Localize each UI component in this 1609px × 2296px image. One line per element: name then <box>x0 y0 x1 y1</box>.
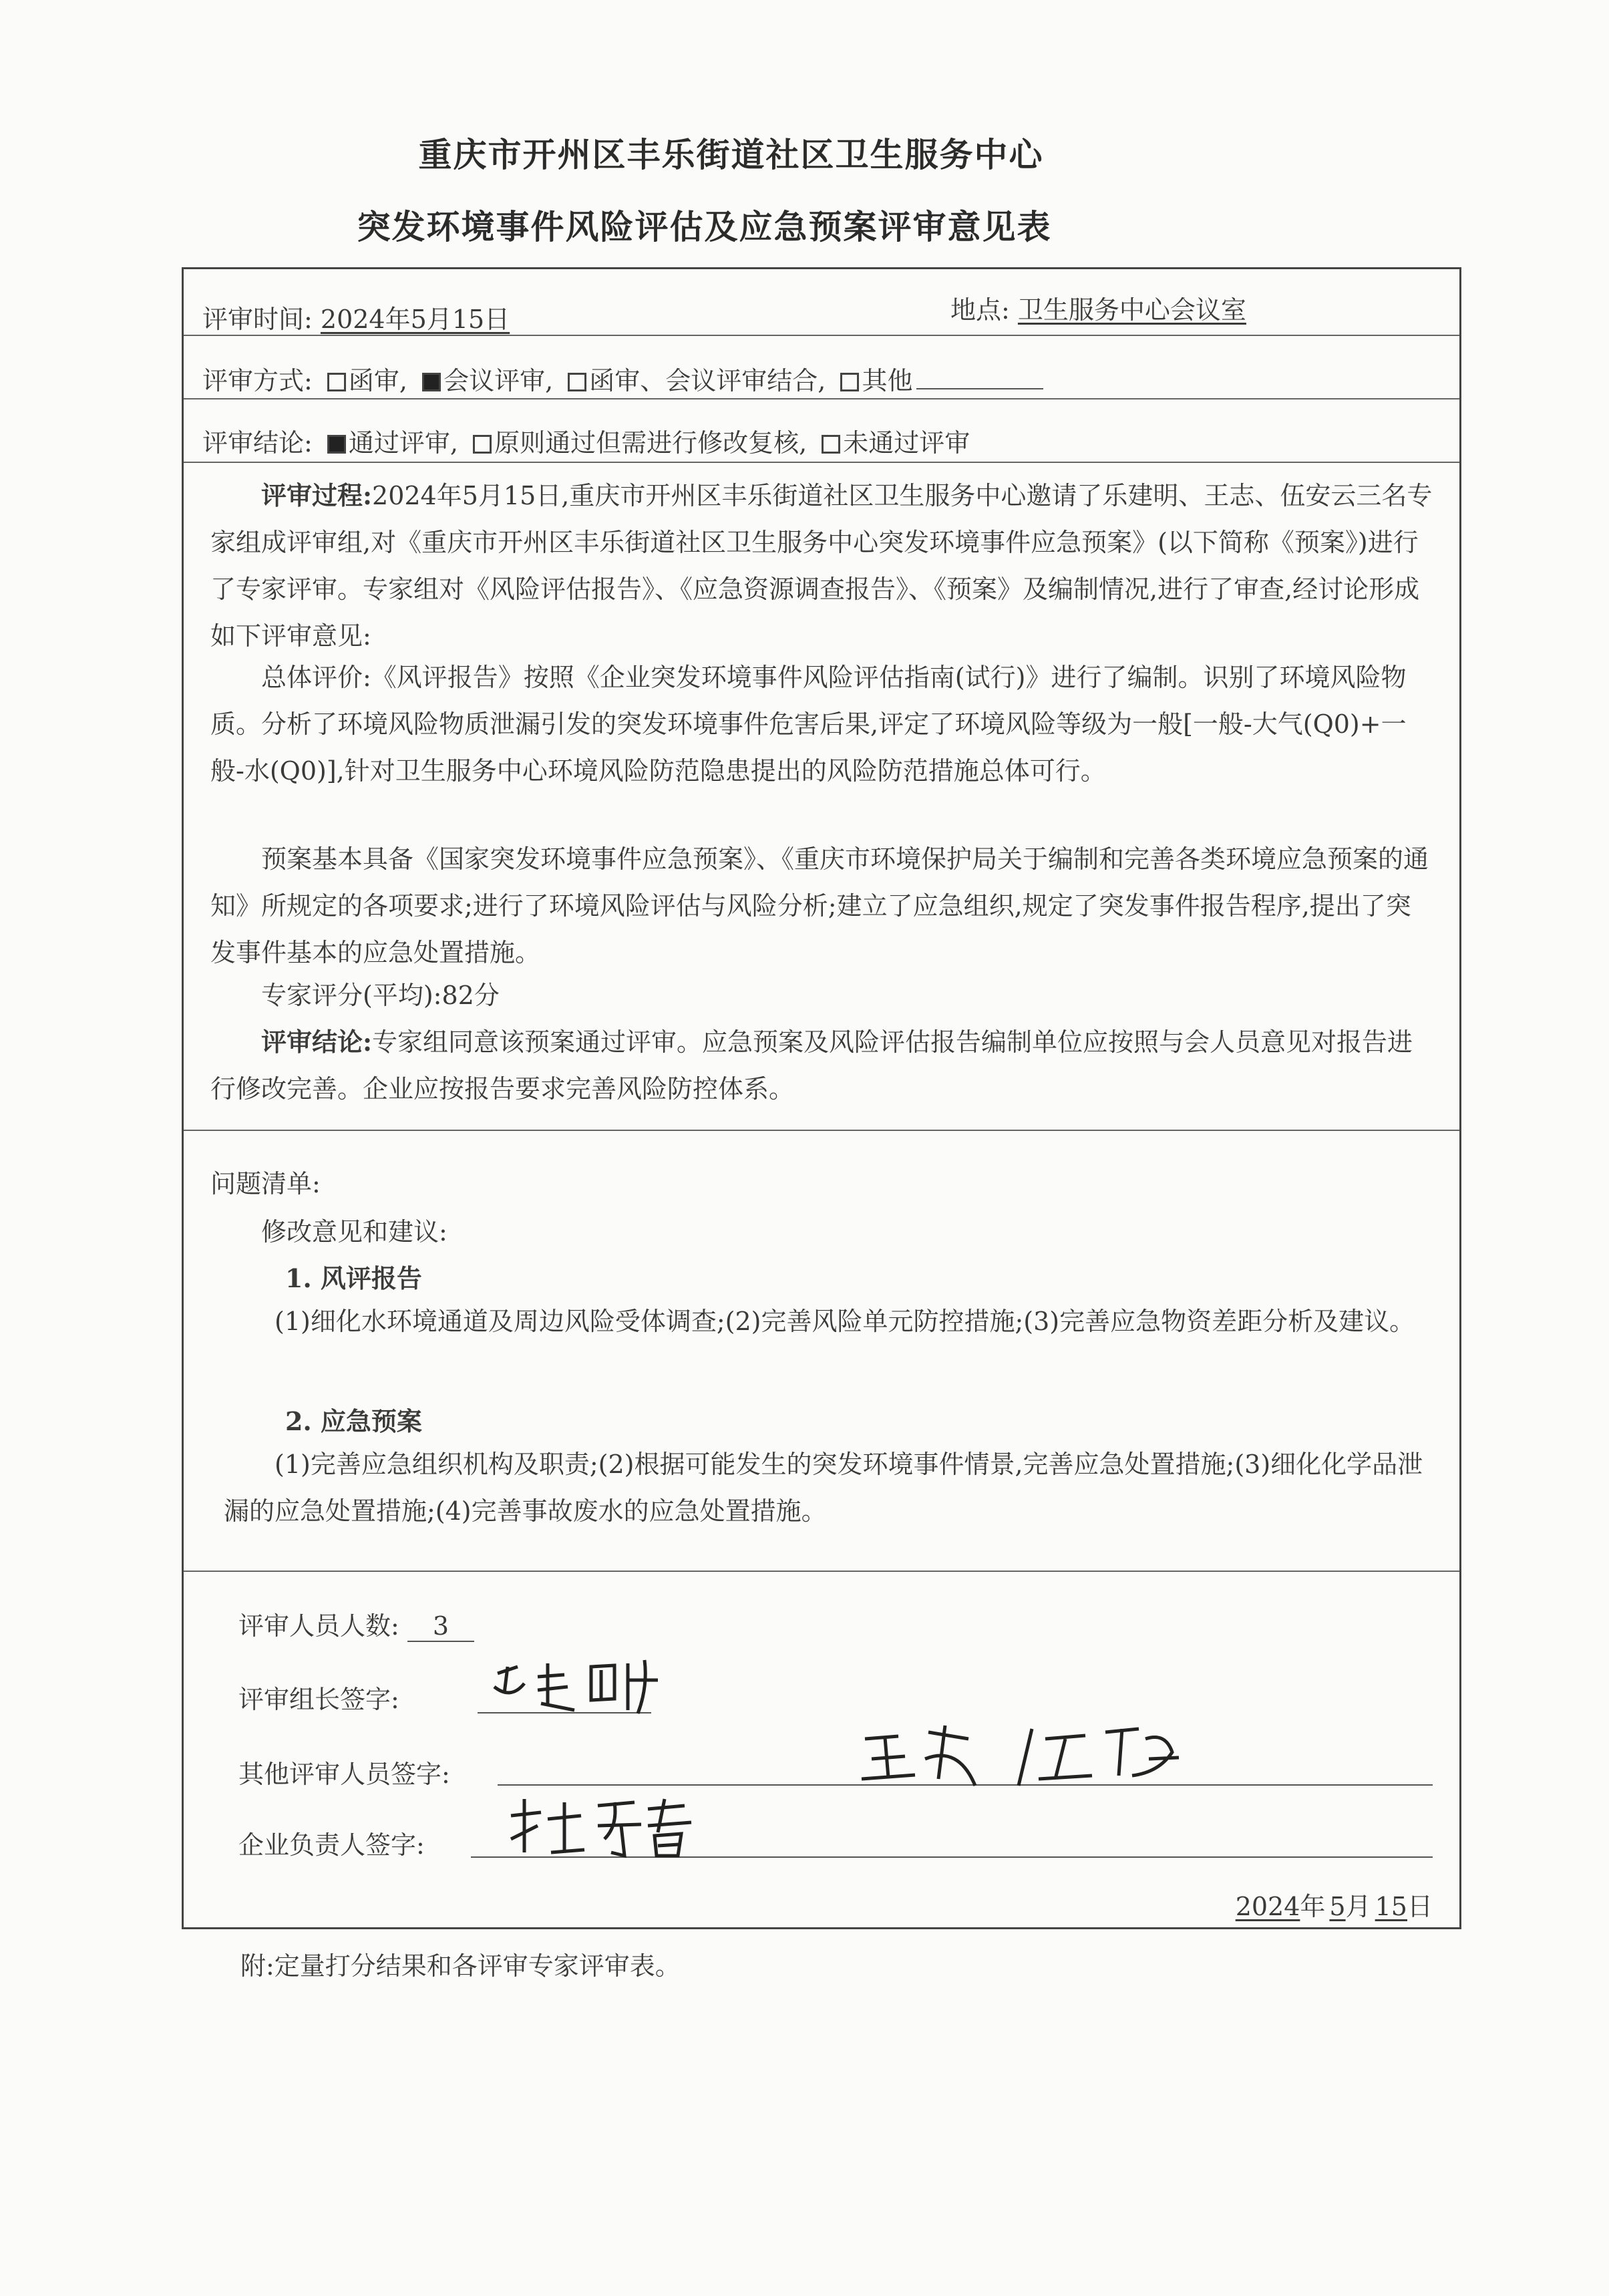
review-method-row <box>184 336 1459 399</box>
review-place <box>950 289 1246 326</box>
issues-sub: 修改意见和建议: <box>261 1217 448 1247</box>
method-option-2: 会议评审, <box>443 366 554 395</box>
review-form <box>182 267 1461 1929</box>
issue-section-1-text: (1)细化水环境通道及周边风险受体调查;(2)完善风险单元防控措施;(3)完善应急物资差距分析及建议。 <box>275 1307 1415 1336</box>
review-place-label: 地点: <box>950 295 1010 325</box>
title-line-2: 突发环境事件风险评估及应急预案评审意见表 <box>357 208 1052 247</box>
issues-section <box>184 1131 1459 1572</box>
method-other-blank <box>916 388 1043 389</box>
leader-signature-image <box>484 1647 685 1720</box>
conclusion-checkbox-1 <box>327 435 346 454</box>
review-time-label: 评审时间: <box>202 305 313 334</box>
company-signature-image <box>498 1786 698 1866</box>
issue-section-2-title: 2. 应急预案 <box>285 1406 422 1436</box>
review-time <box>202 299 510 335</box>
review-conclusion-label: 评审结论: <box>202 428 313 458</box>
process-paragraph-1 <box>210 472 1433 659</box>
review-place-value: 卫生服务中心会议室 <box>1017 295 1246 325</box>
time-place-row <box>184 269 1459 336</box>
leader-signature <box>484 1647 685 1720</box>
review-date-year: 2024 <box>1235 1892 1300 1921</box>
other-signature-label: 其他评审人员签字: <box>238 1760 450 1789</box>
review-date-month-unit: 月 <box>1345 1892 1371 1921</box>
company-signature <box>498 1786 698 1866</box>
leader-signature-label: 评审组长签字: <box>238 1685 399 1714</box>
method-checkbox-4 <box>840 373 859 391</box>
conclusion-option-2: 原则通过但需进行修改复核, <box>494 428 808 458</box>
conclusion-option-1: 通过评审, <box>348 428 458 458</box>
issue-section-1-title: 1. 风评报告 <box>285 1263 422 1293</box>
review-method <box>202 360 1043 397</box>
process-conclusion-text: 专家组同意该预案通过评审。应急预案及风险评估报告编制单位应按照与会人员意见对报告进行修改完善。企业应按报告要求完善风险防控体系。 <box>210 1027 1413 1104</box>
process-paragraph-3: 预案基本具备《国家突发环境事件应急预案》、《重庆市环境保护局关于编制和完善各类环境应急预案的通知》所规定的各项要求;进行了环境风险评估与风险分析;建立了应急组织,规定了突发事件报告程序,提出了突发事件基本的应急处置措施。 <box>210 844 1429 967</box>
review-date-day: 15 <box>1375 1892 1407 1921</box>
review-conclusion <box>202 422 970 459</box>
conclusion-checkbox-3 <box>822 435 840 454</box>
other-signatures-image <box>852 1712 1199 1792</box>
method-checkbox-2 <box>422 373 441 391</box>
issues-heading: 问题清单: <box>210 1169 321 1198</box>
reviewer-count <box>238 1605 474 1642</box>
review-conclusion-row <box>184 399 1459 463</box>
reviewer-count-label: 评审人员人数: <box>238 1611 399 1641</box>
method-option-1: 函审, <box>348 366 407 395</box>
process-text-1: 2024年5月15日,重庆市开州区丰乐街道社区卫生服务中心邀请了乐建明、王志、伍安云三名专家组成评审组,对《重庆市开州区丰乐街道社区卫生服务中心突发环境事件应急预案》(以下简称《预案》)进行了专家评审。专家组对《风险评估报告》、《应急资源调查报告》、《预案》及编制情况,进行了审查,经讨论形成如下评审意见: <box>210 481 1433 651</box>
expert-score-label: 专家评分(平均): <box>261 981 442 1010</box>
method-option-4: 其他 <box>862 366 913 395</box>
issue-section-2-text: (1)完善应急组织机构及职责;(2)根据可能发生的突发环境事件情景,完善应急处置措施;(3)细化化学品泄漏的应急处置措施;(4)完善事故废水的应急处置措施。 <box>224 1450 1423 1526</box>
conclusion-option-3: 未通过评审 <box>843 428 970 458</box>
review-date <box>1236 1886 1433 1923</box>
process-heading: 评审过程: <box>261 480 373 510</box>
expert-score <box>210 972 1433 1019</box>
company-signature-label: 企业负责人签字: <box>238 1830 425 1860</box>
conclusion-checkbox-2 <box>473 435 492 454</box>
review-date-day-unit: 日 <box>1407 1892 1433 1921</box>
other-signatures <box>852 1712 1199 1792</box>
review-method-label: 评审方式: <box>202 366 313 395</box>
review-date-month: 5 <box>1329 1892 1346 1921</box>
method-option-3: 函审、会议评审结合, <box>589 366 826 395</box>
review-time-value: 2024年5月15日 <box>320 305 510 334</box>
signature-section <box>184 1572 1459 1931</box>
reviewer-count-value: 3 <box>407 1611 474 1642</box>
process-conclusion <box>210 1019 1433 1112</box>
expert-score-value: 82分 <box>441 981 500 1010</box>
process-conclusion-heading: 评审结论: <box>261 1027 373 1057</box>
method-checkbox-3 <box>568 373 586 391</box>
method-checkbox-1 <box>327 373 346 391</box>
review-process-section <box>184 463 1459 1131</box>
title-line-1: 重庆市开州区丰乐街道社区卫生服务中心 <box>418 136 1044 174</box>
process-paragraph-2: 总体评价:《风评报告》按照《企业突发环境事件风险评估指南(试行)》进行了编制。识别了环境风险物质。分析了环境风险物质泄漏引发的突发环境事件危害后果,评定了环境风险等级为一般[一般-大气(Q0)+一般-水(Q0)],针对卫生服务中心环境风险防范隐患提出的风险防范措施总体可行。 <box>210 663 1407 786</box>
review-date-year-unit: 年 <box>1300 1892 1326 1921</box>
footnote: 附:定量打分结果和各评审专家评审表。 <box>240 1951 681 1981</box>
